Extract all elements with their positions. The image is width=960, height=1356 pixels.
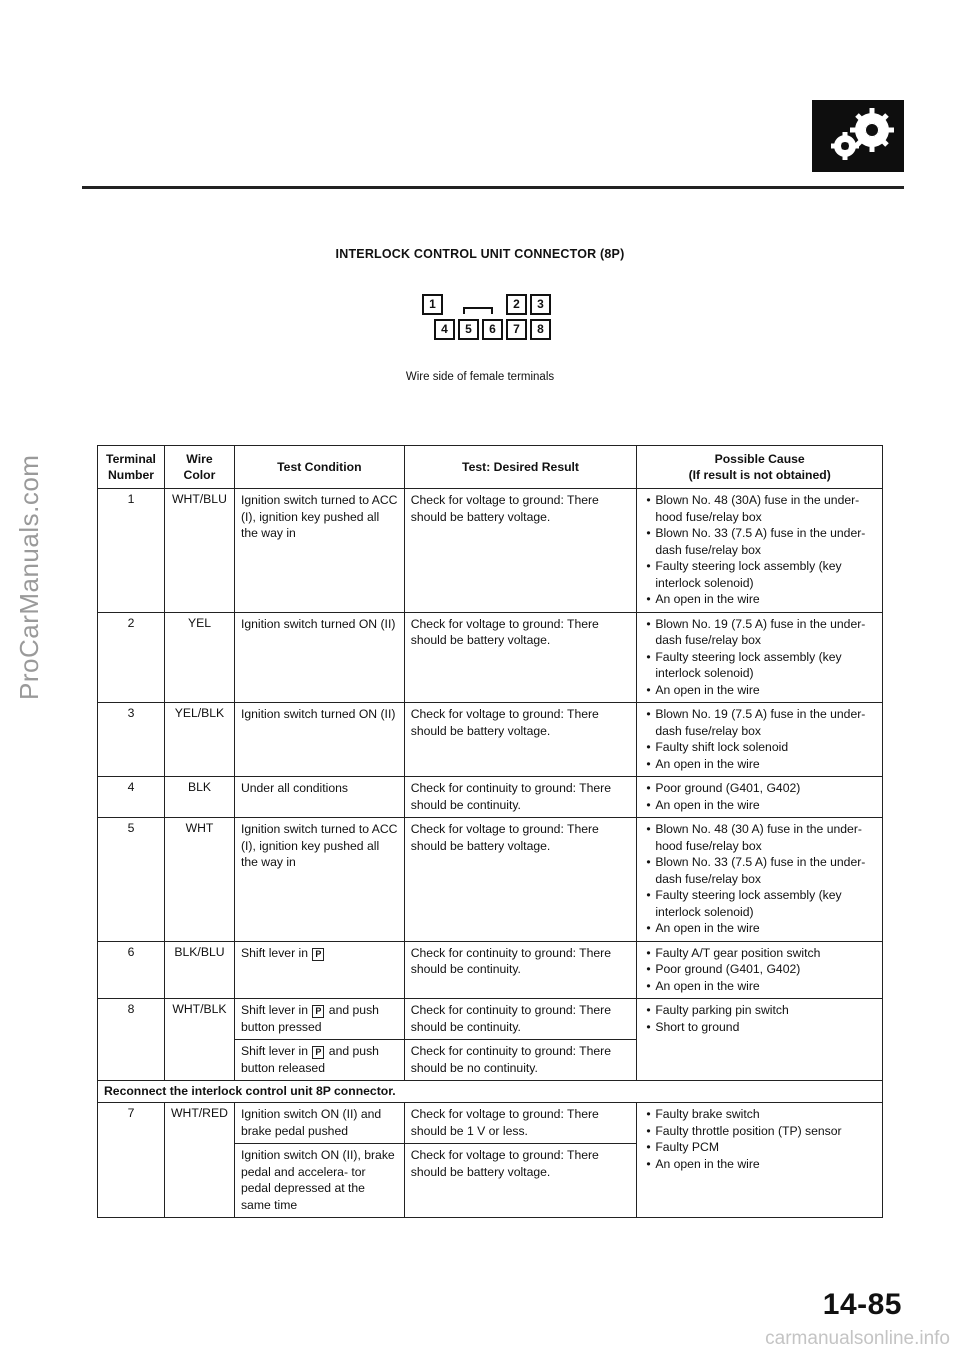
desired-result: Check for continuity to ground: There should be continuity. <box>404 999 637 1040</box>
desired-result: Check for voltage to ground: There should be battery voltage. <box>404 612 637 703</box>
test-condition: Ignition switch ON (II) and brake pedal pushed <box>234 1103 404 1144</box>
desired-result: Check for continuity to ground: There should be continuity. <box>404 941 637 999</box>
park-position-symbol: P <box>312 1046 324 1059</box>
test-condition <box>234 999 404 1040</box>
cause-item: • Blown No. 48 (30A) fuse in the under-hood fuse/relay box <box>643 492 876 525</box>
terminal-number: 8 <box>98 999 165 1081</box>
possible-causes <box>637 489 883 613</box>
cause-item: • Short to ground <box>643 1019 876 1036</box>
possible-causes <box>637 1103 883 1218</box>
terminal-number: 4 <box>98 777 165 818</box>
header-possible-cause: Possible Cause (If result is not obtained) <box>637 446 883 489</box>
cause-item: • An open in the wire <box>643 1156 876 1173</box>
desired-result: Check for voltage to ground: There should be battery voltage. <box>404 1144 637 1218</box>
test-condition: Ignition switch turned to ACC (I), ignition key pushed all the way in <box>234 818 404 942</box>
possible-causes <box>637 999 883 1081</box>
transmission-gears-icon <box>812 100 904 172</box>
header-terminal-number: Terminal Number <box>98 446 165 489</box>
condition-prefix: Shift lever in <box>240 1044 309 1058</box>
connector-latch <box>462 300 494 316</box>
desired-result: Check for continuity to ground: There should be continuity. <box>404 777 637 818</box>
cause-item: • Faulty parking pin switch <box>643 1002 876 1019</box>
connector-title: INTERLOCK CONTROL UNIT CONNECTOR (8P) <box>335 247 625 261</box>
cause-item: • Poor ground (G401, G402) <box>643 780 876 797</box>
terminal-test-table <box>97 445 883 1218</box>
desired-result: Check for voltage to ground: There should be 1 V or less. <box>404 1103 637 1144</box>
wire-color: WHT/RED <box>164 1103 234 1218</box>
condition-suffix: and push button pressed <box>240 1003 379 1034</box>
wire-color: WHT/BLK <box>164 999 234 1081</box>
header-desired-result: Test: Desired Result <box>404 446 637 489</box>
desired-result: Check for voltage to ground: There should be battery voltage. <box>404 703 637 777</box>
pin-3: 3 <box>530 294 551 315</box>
cause-item: • Faulty shift lock solenoid <box>643 739 876 756</box>
test-condition: Ignition switch turned ON (II) <box>234 703 404 777</box>
pin-6: 6 <box>482 319 503 340</box>
header-rule <box>82 186 904 189</box>
wire-color: WHT/BLU <box>164 489 234 613</box>
table-row <box>98 612 883 703</box>
cause-item: • Faulty A/T gear position switch <box>643 945 876 962</box>
wire-color: BLK <box>164 777 234 818</box>
cause-item: • Faulty steering lock assembly (key interlock solenoid) <box>643 558 876 591</box>
wire-color: YEL/BLK <box>164 703 234 777</box>
desired-result: Check for continuity to ground: There should be no continuity. <box>404 1040 637 1081</box>
test-condition <box>234 1040 404 1081</box>
condition-prefix: Shift lever in <box>240 1003 309 1017</box>
desired-result: Check for voltage to ground: There should be battery voltage. <box>404 818 637 942</box>
test-condition: Under all conditions <box>234 777 404 818</box>
cause-item: • An open in the wire <box>643 756 876 773</box>
cause-item: • Faulty steering lock assembly (key interlock solenoid) <box>643 649 876 682</box>
cause-item: • Blown No. 33 (7.5 A) fuse in the under-dash fuse/relay box <box>643 854 876 887</box>
terminal-number: 2 <box>98 612 165 703</box>
watermark-procarmanuals: ProCarManuals.com <box>14 454 44 700</box>
desired-result: Check for voltage to ground: There should be battery voltage. <box>404 489 637 613</box>
possible-causes <box>637 777 883 818</box>
test-condition: Ignition switch turned to ACC (I), ignition key pushed all the way in <box>234 489 404 613</box>
test-condition <box>234 941 404 999</box>
cause-item: • An open in the wire <box>643 797 876 814</box>
possible-causes <box>637 703 883 777</box>
table-row <box>98 941 883 999</box>
table-row <box>98 1103 883 1144</box>
terminal-number: 7 <box>98 1103 165 1218</box>
park-position-symbol: P <box>312 948 324 961</box>
pin-5: 5 <box>458 319 479 340</box>
condition-prefix: Shift lever in <box>240 945 309 960</box>
possible-causes <box>637 941 883 999</box>
pin-2: 2 <box>506 294 527 315</box>
cause-item: • Blown No. 19 (7.5 A) fuse in the under-dash fuse/relay box <box>643 616 876 649</box>
cause-item: • Faulty steering lock assembly (key interlock solenoid) <box>643 887 876 920</box>
cause-item: • Poor ground (G401, G402) <box>643 961 876 978</box>
table-header-row <box>98 446 883 489</box>
table-row <box>98 999 883 1040</box>
cause-item: • An open in the wire <box>643 920 876 937</box>
cause-item: • Blown No. 48 (30 A) fuse in the under-hood fuse/relay box <box>643 821 876 854</box>
table-row <box>98 818 883 942</box>
reconnect-note-row <box>98 1081 883 1103</box>
table-row <box>98 703 883 777</box>
terminal-number: 1 <box>98 489 165 613</box>
table-row <box>98 777 883 818</box>
cause-item: • An open in the wire <box>643 591 876 608</box>
test-condition: Ignition switch turned ON (II) <box>234 612 404 703</box>
header-test-condition: Test Condition <box>234 446 404 489</box>
pin-7: 7 <box>506 319 527 340</box>
cause-item: • Faulty throttle position (TP) sensor <box>643 1123 876 1140</box>
condition-suffix: and push button released <box>240 1044 379 1075</box>
terminal-number: 3 <box>98 703 165 777</box>
possible-causes <box>637 612 883 703</box>
terminal-number: 5 <box>98 818 165 942</box>
park-position-symbol: P <box>312 1005 324 1018</box>
wire-color: WHT <box>164 818 234 942</box>
pin-1: 1 <box>422 294 443 315</box>
test-condition: Ignition switch ON (II), brake pedal and accelera- tor pedal depressed at the same time <box>234 1144 404 1218</box>
cause-item: • Blown No. 19 (7.5 A) fuse in the under-dash fuse/relay box <box>643 706 876 739</box>
terminal-number: 6 <box>98 941 165 999</box>
wire-color: BLK/BLU <box>164 941 234 999</box>
wire-color: YEL <box>164 612 234 703</box>
table-row <box>98 489 883 613</box>
page-number: 14-85 <box>822 1288 902 1321</box>
cause-item: • An open in the wire <box>643 978 876 995</box>
cause-item: • Faulty PCM <box>643 1139 876 1156</box>
cause-item: • An open in the wire <box>643 682 876 699</box>
reconnect-note: Reconnect the interlock control unit 8P connector. <box>98 1081 883 1103</box>
cause-item: • Faulty brake switch <box>643 1106 876 1123</box>
pin-8: 8 <box>530 319 551 340</box>
wire-side-caption: Wire side of female terminals <box>405 371 555 383</box>
header-wire-color: Wire Color <box>164 446 234 489</box>
pin-4: 4 <box>434 319 455 340</box>
possible-causes <box>637 818 883 942</box>
watermark-carmanualsonline: carmanualsonline.info <box>765 1328 950 1349</box>
connector-diagram <box>422 292 562 342</box>
cause-item: • Blown No. 33 (7.5 A) fuse in the under-dash fuse/relay box <box>643 525 876 558</box>
